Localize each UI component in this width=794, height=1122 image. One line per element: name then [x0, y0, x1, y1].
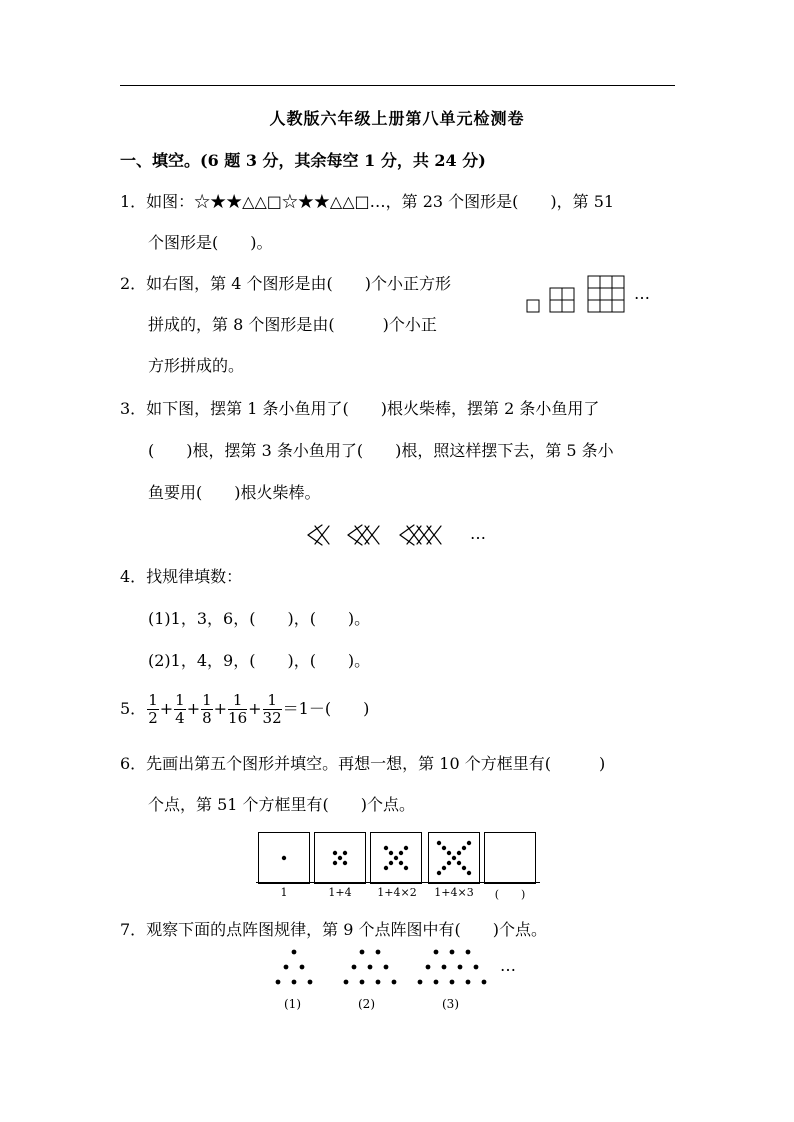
q1-line2: 个图形是( )。: [148, 233, 273, 252]
q6-line2: 个点，第 51 个方框里有( )个点。: [148, 795, 416, 814]
q4-line1: 4．找规律填数：: [120, 567, 243, 586]
fish-3: [400, 525, 441, 545]
square-figure-3: [588, 276, 624, 312]
q2-line3: 方形拼成的。: [148, 356, 245, 375]
q2-ellipsis: …: [634, 284, 650, 303]
q3-line3: 鱼要用( )根火柴棒。: [148, 483, 321, 502]
dot-box-5-empty: [484, 832, 536, 884]
captions-baseline: [256, 882, 540, 883]
top-rule: [120, 85, 675, 86]
q7-label-2: (2): [358, 997, 375, 1011]
q5-equation: [120, 691, 369, 727]
section-heading: 一、填空。(6 题 3 分，其余每空 1 分，共 24 分): [120, 151, 486, 170]
caption-2: 1+4: [328, 886, 352, 899]
plus-sign: +: [186, 699, 201, 718]
q7-line1: 7．观察下面的点阵图规律，第 9 个点阵图中有( )个点。: [120, 920, 548, 939]
q5-tail: ＝1－( ): [282, 699, 370, 718]
q1-line1: 1．如图：☆★★△△□☆★★△△□…，第 23 个图形是( )，第 51: [120, 192, 615, 211]
plus-sign: +: [159, 699, 174, 718]
square-figure-2: [550, 288, 574, 312]
fraction-1-32: $\frac{1}{32}$: [262, 691, 282, 727]
caption-3: 1+4×2: [377, 886, 417, 899]
fraction-1-8: $\frac{1}{8}$: [202, 691, 212, 727]
dot-box-3: [370, 832, 422, 884]
plus-sign: +: [248, 699, 262, 718]
dot-triangle-1: [276, 950, 313, 985]
fraction-1-16: $\frac{1}{16}$: [228, 691, 248, 727]
plus-sign: +: [213, 699, 228, 718]
q2-line1: 2．如右图，第 4 个图形是由( )个小正方形: [120, 274, 452, 293]
fish-1: [308, 525, 329, 545]
dot-triangle-3: [418, 950, 487, 985]
dot-triangle-2: [344, 950, 397, 985]
q7-ellipsis: …: [500, 956, 516, 975]
q3-line2: ( )根，摆第 3 条小鱼用了( )根，照这样摆下去，第 5 条小: [148, 441, 614, 460]
fraction-1-4: $\frac{1}{4}$: [175, 691, 185, 727]
q7-dot-triangles: [270, 944, 510, 990]
caption-5: ( ): [494, 888, 526, 901]
q2-line2: 拼成的，第 8 个图形是由( )个小正: [148, 315, 437, 334]
fish-2: [348, 525, 379, 545]
q7-label-3: (3): [442, 997, 459, 1011]
q6-line1: 6．先画出第五个图形并填空。再想一想，第 10 个方框里有( ): [120, 754, 606, 773]
q3-line1: 3．如下图，摆第 1 条小鱼用了( )根火柴棒，摆第 2 条小鱼用了: [120, 399, 600, 418]
fraction-1-2: $\frac{1}{2}$: [148, 691, 158, 727]
q4-line2: (1)1，3，6，( )，( )。: [148, 609, 371, 628]
dot-box-4: [428, 832, 480, 884]
q5-number: 5．: [120, 699, 147, 718]
dot-box-1: [258, 832, 310, 884]
q4-line3: (2)1，4，9，( )，( )。: [148, 651, 371, 670]
caption-4: 1+4×3: [434, 886, 474, 899]
square-figure-1: [527, 300, 539, 312]
dot-box-2: [314, 832, 366, 884]
q3-matchstick-fish: [300, 520, 470, 550]
q3-ellipsis: …: [470, 524, 486, 543]
q7-label-1: (1): [284, 997, 301, 1011]
caption-1: 1: [280, 886, 288, 899]
page-title: 人教版六年级上册第八单元检测卷: [269, 109, 525, 128]
